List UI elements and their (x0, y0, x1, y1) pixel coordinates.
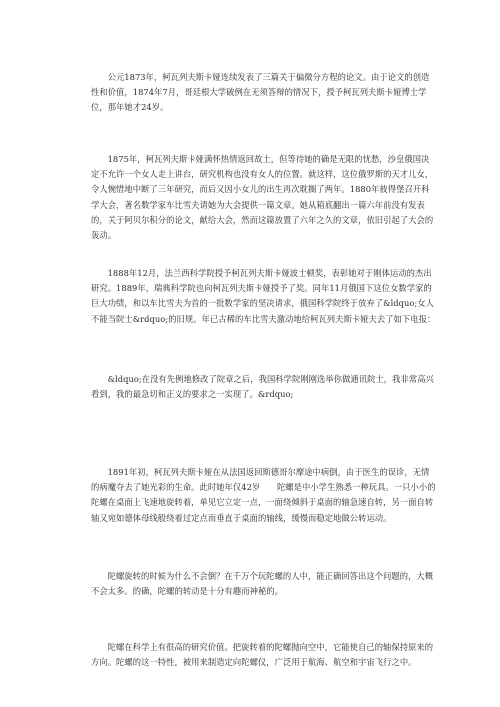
paragraph-1873: 公元1873年，柯瓦列夫斯卡娅连续发表了三篇关于偏微分方程的论文。由于论文的创造性和价值，1874年7月，哥廷根大学破例在无须答辩的情况下，授予柯瓦列夫斯卡娅博士学位，那年她才24岁。 (91, 72, 430, 113)
paragraph-telegram-quote: &ldquo;在没有先例地修改了院章之后，我国科学院刚刚选举你做通讯院士，我非常高兴看到，我的最急切和正义的要求之一实现了。&rdquo; (91, 374, 434, 400)
paragraph-1875: 1875年，柯瓦列夫斯卡娅满怀热情返回故土，但等待她的确是无限的忧愁，沙皇俄国决定不允许一个女人走上讲台，研究机构也没有女人的位置。就这样，这位俄罗斯的天才儿女，令人惋惜地中断了三年研究，而后又因小女儿的出生再次耽搁了两年。1880年彼得堡召开科学大会，著名数学家车比雪夫请她为大会提供一篇文章。她从箱底翻出一篇六年前没有发表的，关于阿贝尔积分的论文，献给大会，然而这篇放置了六年之久的文章，依旧引起了大会的轰动。 (91, 154, 434, 241)
paragraph-gyroscope-value: 陀螺在科学上有很高的研究价值。把旋转着的陀螺抛向空中，它能使自己的轴保持原来的方向。陀螺的这一特性，被用来制造定向陀螺仪，广泛用于航海、航空和宇宙飞行之中。 (91, 642, 434, 668)
paragraph-gyroscope-question: 陀螺旋转的时候为什么不会倒？在千万个玩陀螺的人中，能正确回答出这个问题的，大概不会太多。的确，陀螺的转动是十分有趣而神秘的。 (91, 571, 434, 597)
paragraph-1888: 1888年12月，法兰西科学院授予柯瓦列夫斯卡娅波士顿奖，表彰她对于刚体运动的杰出研究。1889年，瑞典科学院也向柯瓦列夫斯卡娅授予了奖。同年11月俄国下这位女数学家的巨大功绩，和以车比雪夫为首的一批数学家的坚决请求，俄国科学院终于放弃了&ldquo;女人不能当院士&rdquo;的旧规。年已古稀的车比雪夫激动地给柯瓦列夫斯卡娅夫去了如下电报： (91, 268, 436, 324)
paragraph-1891: 1891年初，柯瓦列夫斯卡娅在从法国返回斯德哥尔摩途中病倒，由于医生的误诊，无情的病魔夺去了她光彩的生命。此时她年仅42岁 陀螺是中小学生熟悉一种玩具。一只小小的陀螺在桌面上飞速地旋转着，单见它立定一点，一面绕倾斜于桌面的轴急速自转，另一面自转轴又宛如德体母线般绕着过定点而垂直于桌面的轴线，缓慢而稳定地做公转运动。 (91, 467, 436, 523)
